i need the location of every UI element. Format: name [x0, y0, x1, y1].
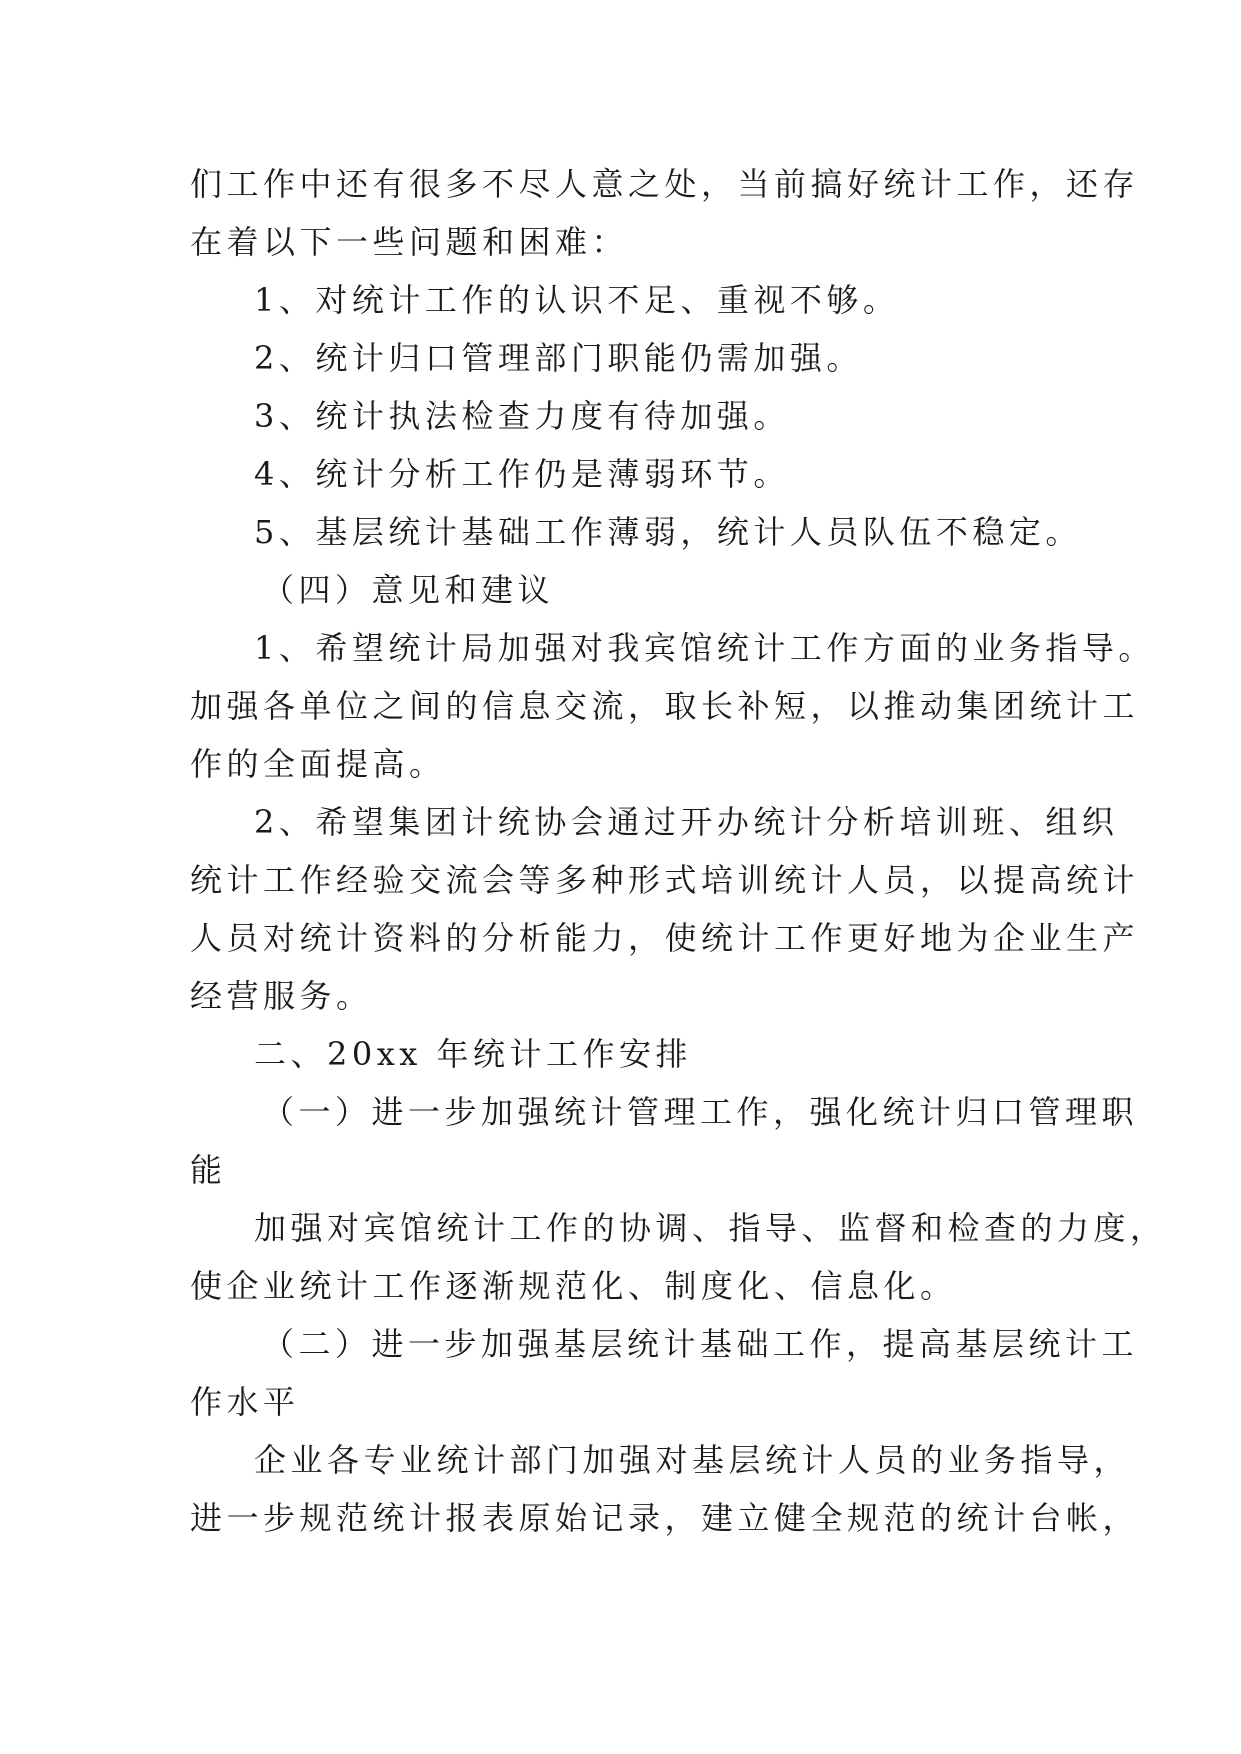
- text-line: 进一步规范统计报表原始记录，建立健全规范的统计台帐，: [190, 1499, 1140, 1537]
- text-line: 统计工作经验交流会等多种形式培训统计人员，以提高统计: [190, 861, 1140, 899]
- text-line: 加强各单位之间的信息交流，取长补短，以推动集团统计工: [190, 687, 1140, 725]
- list-item: 2、统计归口管理部门职能仍需加强。: [254, 339, 863, 377]
- text-line: 加强对宾馆统计工作的协调、指导、监督和检查的力度，: [254, 1209, 1167, 1247]
- text-line: 人员对统计资料的分析能力，使统计工作更好地为企业生产: [190, 919, 1140, 957]
- section-heading: （一）进一步加强统计管理工作，强化统计归口管理职: [262, 1093, 1139, 1131]
- section-heading: （四）意见和建议: [262, 571, 555, 609]
- section-heading: 二、20xx 年统计工作安排: [254, 1035, 692, 1073]
- text-line: 经营服务。: [190, 977, 373, 1015]
- text-line: 2、希望集团计统协会通过开办统计分析培训班、组织: [254, 803, 1119, 841]
- list-item: 1、对统计工作的认识不足、重视不够。: [254, 281, 900, 319]
- text-line: 1、希望统计局加强对我宾馆统计工作方面的业务指导。: [254, 629, 1155, 667]
- text-line: 们工作中还有很多不尽人意之处，当前搞好统计工作，还存: [190, 165, 1140, 203]
- text-line: 作的全面提高。: [190, 745, 446, 783]
- section-heading: 能: [190, 1151, 227, 1189]
- list-item: 3、统计执法检查力度有待加强。: [254, 397, 790, 435]
- section-heading: 作水平: [190, 1383, 300, 1421]
- list-item: 4、统计分析工作仍是薄弱环节。: [254, 455, 790, 493]
- list-item: 5、基层统计基础工作薄弱，统计人员队伍不稳定。: [254, 513, 1082, 551]
- text-line: 使企业统计工作逐渐规范化、制度化、信息化。: [190, 1267, 957, 1305]
- text-line: 企业各专业统计部门加强对基层统计人员的业务指导，: [254, 1441, 1131, 1479]
- text-line: 在着以下一些问题和困难：: [190, 223, 629, 261]
- section-heading: （二）进一步加强基层统计基础工作，提高基层统计工: [262, 1325, 1139, 1363]
